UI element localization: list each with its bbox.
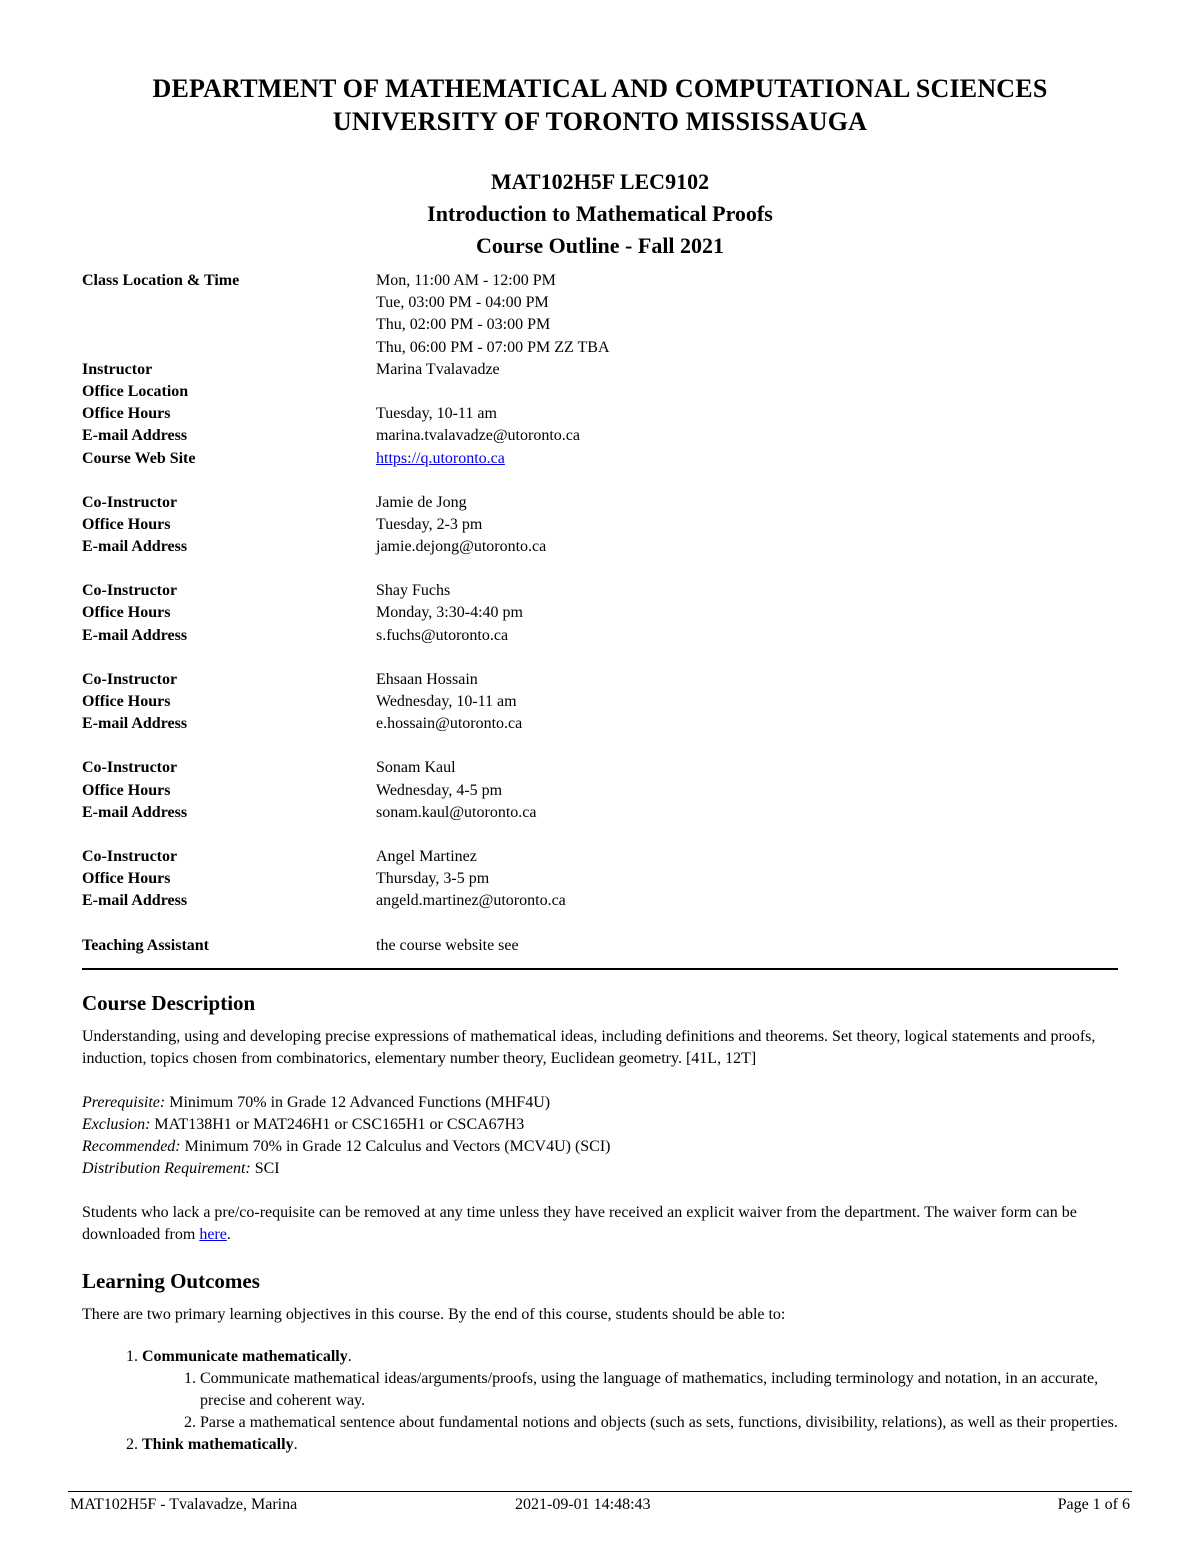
outcome-item: 1. Communicate mathematically. 1. Communicate mathematical ideas/arguments/proofs, using the language of mathematics, including terminology and notation, in an accurate, precise and coherent way. 2. Parse a mathematical sentence about fundamental notions and objects (such as sets, functions, divisibility, relations), as well as their properties. [142, 1346, 1122, 1434]
course-info-table [82, 270, 1122, 957]
co-instructor-name: Shay Fuchs [376, 582, 451, 600]
email-label: E-mail Address [82, 892, 188, 910]
co-instructor-name: Sonam Kaul [376, 759, 456, 777]
distribution-line: Distribution Requirement: SCI [82, 1160, 280, 1177]
co-instructor-hours: Wednesday, 10-11 am [376, 693, 517, 710]
co-instructor-label: Co-Instructor [82, 582, 178, 600]
waiver-form-link[interactable]: here [199, 1226, 227, 1243]
office-hours-label: Office Hours [82, 604, 171, 622]
co-instructor-hours: Monday, 3:30-4:40 pm [376, 604, 523, 622]
co-instructor-label: Co-Instructor [82, 847, 178, 865]
instructor-name: Marina Tvalavadze [376, 360, 500, 378]
learning-outcomes-section [82, 1268, 1122, 1456]
outcomes-list [82, 1346, 1122, 1456]
email-label: E-mail Address [82, 626, 188, 644]
document-header [0, 72, 1200, 262]
co-instructor-email: s.fuchs@utoronto.ca [376, 626, 509, 644]
course-website-link[interactable]: https://q.utoronto.ca [376, 449, 505, 467]
outline-title: Course Outline - Fall 2021 [475, 233, 725, 258]
office-hours-label: Office Hours [82, 515, 171, 533]
footer-divider [68, 1491, 1132, 1492]
outcome-subitem: 2. Parse a mathematical sentence about fundamental notions and objects (such as sets, functions, divisibility, relations), as well as their properties. [200, 1412, 1122, 1434]
office-hours-label: Office Hours [82, 405, 171, 423]
office-hours-label: Office Hours [82, 870, 171, 888]
section-divider [82, 968, 1118, 970]
course-heading [0, 166, 1200, 262]
co-instructor-name: Ehsaan Hossain [376, 670, 478, 688]
website-label: Course Web Site [82, 449, 196, 467]
class-time-1: Mon, 11:00 AM - 12:00 PM [376, 272, 556, 289]
co-instructor-label: Co-Instructor [82, 670, 178, 688]
email-label: E-mail Address [82, 538, 188, 556]
co-instructor-hours: Tuesday, 2-3 pm [376, 515, 483, 533]
recommended-line: Recommended: Minimum 70% in Grade 12 Calculus and Vectors (MCV4U) (SCI) [82, 1138, 611, 1155]
co-instructor-label: Co-Instructor [82, 493, 178, 511]
learning-outcomes-intro: There are two primary learning objectives in this course. By the end of this course, students should be able to: [82, 1306, 786, 1323]
co-instructor-email: angeld.martinez@utoronto.ca [376, 892, 566, 910]
instructor-email: marina.tvalavadze@utoronto.ca [376, 427, 580, 445]
class-time-3: Thu, 02:00 PM - 03:00 PM [376, 316, 551, 334]
office-location-label: Office Location [82, 382, 189, 400]
course-description-heading: Course Description [82, 991, 256, 1015]
outcome-item: 2. Think mathematically. [142, 1434, 1122, 1456]
teaching-assistant-label: Teaching Assistant [82, 936, 209, 954]
co-instructor-email: sonam.kaul@utoronto.ca [376, 803, 537, 821]
learning-outcomes-heading: Learning Outcomes [82, 1269, 260, 1293]
email-label: E-mail Address [82, 715, 188, 733]
teaching-assistant-value: the course website see [376, 936, 519, 954]
exclusion-line: Exclusion: MAT138H1 or MAT246H1 or CSC165H1 or CSCA67H3 [82, 1116, 525, 1133]
co-instructor-hours: Thursday, 3-5 pm [376, 870, 490, 888]
course-title: Introduction to Mathematical Proofs [427, 201, 773, 226]
footer-page-number: Page 1 of 6 [1057, 1496, 1130, 1513]
class-location-label: Class Location & Time [82, 272, 240, 289]
co-instructor-hours: Wednesday, 4-5 pm [376, 781, 503, 799]
prerequisite-line: Prerequisite: Minimum 70% in Grade 12 Advanced Functions (MHF4U) [82, 1094, 551, 1111]
waiver-paragraph: Students who lack a pre/co-requisite can be removed at any time unless they have received an explicit waiver from the department. The waiver form can be downloaded from here. [82, 1204, 1077, 1243]
outcome-sublist [142, 1368, 1122, 1434]
department-name: DEPARTMENT OF MATHEMATICAL AND COMPUTATIONAL SCIENCES [152, 74, 1048, 103]
instructor-office-hours: Tuesday, 10-11 am [376, 405, 497, 423]
office-hours-label: Office Hours [82, 781, 171, 799]
email-label: E-mail Address [82, 427, 188, 445]
course-description-section [82, 990, 1122, 1246]
outcome-subitem: 1. Communicate mathematical ideas/arguments/proofs, using the language of mathematics, including terminology and notation, in an accurate, precise and coherent way. [200, 1368, 1122, 1412]
footer-course-author: MAT102H5F - Tvalavadze, Marina [70, 1496, 298, 1513]
email-label: E-mail Address [82, 803, 188, 821]
class-time-2: Tue, 03:00 PM - 04:00 PM [376, 294, 549, 312]
co-instructor-email: jamie.dejong@utoronto.ca [376, 538, 547, 556]
university-name: UNIVERSITY OF TORONTO MISSISSAUGA [332, 107, 868, 136]
co-instructor-name: Angel Martinez [376, 847, 477, 865]
class-time-4: Thu, 06:00 PM - 07:00 PM ZZ TBA [376, 338, 610, 356]
instructor-label: Instructor [82, 360, 153, 378]
co-instructor-email: e.hossain@utoronto.ca [376, 715, 523, 733]
course-description-body: Understanding, using and developing precise expressions of mathematical ideas, including definitions and theorems. Set theory, logical statements and proofs, induction, topics chosen from combinatorics, elementary number theory, Euclidean geometry. [41L, 12T] [82, 1028, 1096, 1067]
course-code: MAT102H5F LEC9102 [490, 169, 710, 194]
footer-timestamp: 2021-09-01 14:48:43 [515, 1496, 651, 1513]
co-instructor-label: Co-Instructor [82, 759, 178, 777]
co-instructor-name: Jamie de Jong [376, 493, 467, 511]
office-hours-label: Office Hours [82, 693, 171, 710]
